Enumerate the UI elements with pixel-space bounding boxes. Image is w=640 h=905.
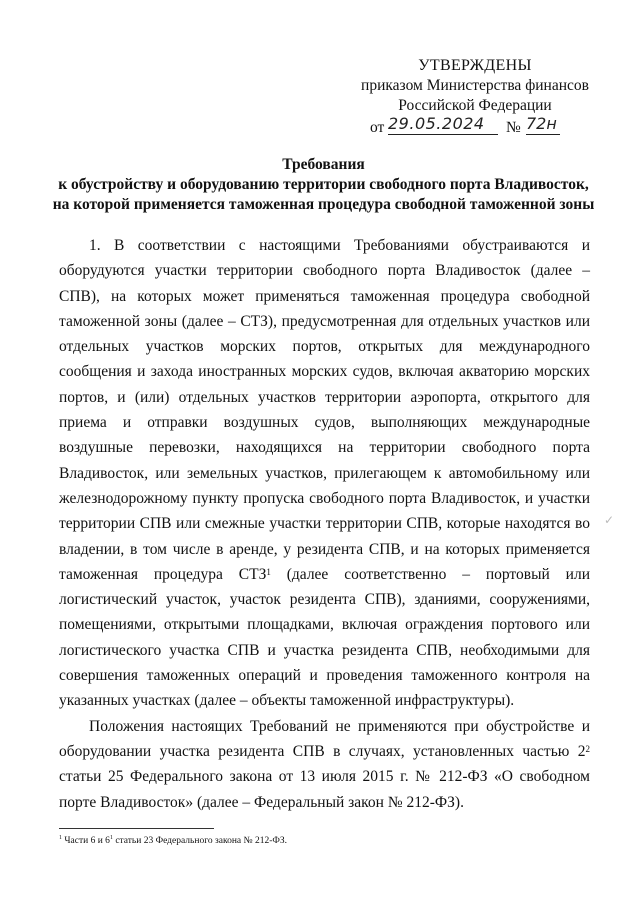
- footnote-divider: [59, 828, 214, 829]
- date-prefix: от: [370, 119, 385, 136]
- title-line-2: к обустройству и оборудованию территории свободного порта Владивосток,: [58, 176, 589, 193]
- approval-title: УТВЕРЖДЕНЫ: [418, 57, 532, 74]
- approval-date-line: [350, 114, 600, 139]
- paragraph-1: [59, 233, 590, 714]
- handwritten-date: 29.05.2024: [388, 114, 498, 135]
- paragraph-2-text-b: статьи 25 Федерального закона от 13 июля 2015 г. № 212-ФЗ «О свободном порте Владивосток» (далее – Федеральный закон № 212-ФЗ).: [59, 768, 590, 811]
- footnote-ref-1[interactable]: 1: [266, 566, 271, 577]
- paragraph-1-text-a: 1. В соответствии с настоящими Требованиями обустраиваются и оборудуются участки территории свободного порта Владивосток (далее – СПВ), на которых может применяться таможенная процедура свободной таможенной зоны (далее – СТЗ), предусмотренная для отдельных участков или отдельных участков морских портов, открытых для международного сообщения и захода иностранных морских судов, включая акваторию морских портов, и (или) отдельных участков территории аэропорта, открытого для приема и отправки воздушных судов, выполняющих международные воздушные перевозки, находящихся на территории свободного порта Владивосток, или земельных участков, прилегающем к автомобильному или железнодорожному пункту пропуска свободного порта Владивосток, и участки территории СПВ или смежные участки территории СПВ, которые находятся во владении, в том числе в аренде, у резидента СПВ, и на которых применяется таможенная процедура СТЗ: [59, 237, 590, 583]
- title-line-1: Требования: [282, 156, 365, 173]
- approval-stamp: [350, 56, 600, 139]
- footnote: [59, 836, 287, 846]
- paragraph-2-text-a: Положения настоящих Требований не применяются при обустройстве и оборудовании участка резидента СПВ в случаях, установленных частью 2: [59, 717, 590, 760]
- footnote-text-b: статьи 23 Федерального закона № 212-ФЗ.: [112, 836, 287, 846]
- footnote-sup: 1: [109, 835, 113, 841]
- handwritten-number: 72н: [526, 114, 560, 135]
- paragraph-1-text-b: (далее соответственно – портовый или логистический участок, участок резидента СПВ), зданиями, сооружениями, помещениями, открытыми площадками, включая ограждения портового или логистического участка СПВ и участка резидента СПВ, необходимыми для совершения таможенных операций и проведения таможенного контроля на указанных участках (далее – объекты таможенной инфраструктуры).: [59, 565, 590, 710]
- approval-line-1: приказом Министерства финансов: [361, 77, 589, 94]
- document-title: [40, 155, 607, 215]
- footnote-text-a: Части 6 и 6: [62, 836, 110, 846]
- footnote-mark: 1: [59, 835, 62, 841]
- scan-mark-icon: ✓: [604, 513, 615, 527]
- paragraph-2: [59, 714, 590, 815]
- title-line-3: на которой применяется таможенная процедура свободной таможенной зоны: [52, 196, 595, 213]
- document-body: [59, 233, 590, 815]
- approval-line-2: Российской Федерации: [398, 97, 552, 114]
- number-prefix: №: [506, 119, 521, 136]
- footnote-ref-2[interactable]: 2: [585, 743, 590, 754]
